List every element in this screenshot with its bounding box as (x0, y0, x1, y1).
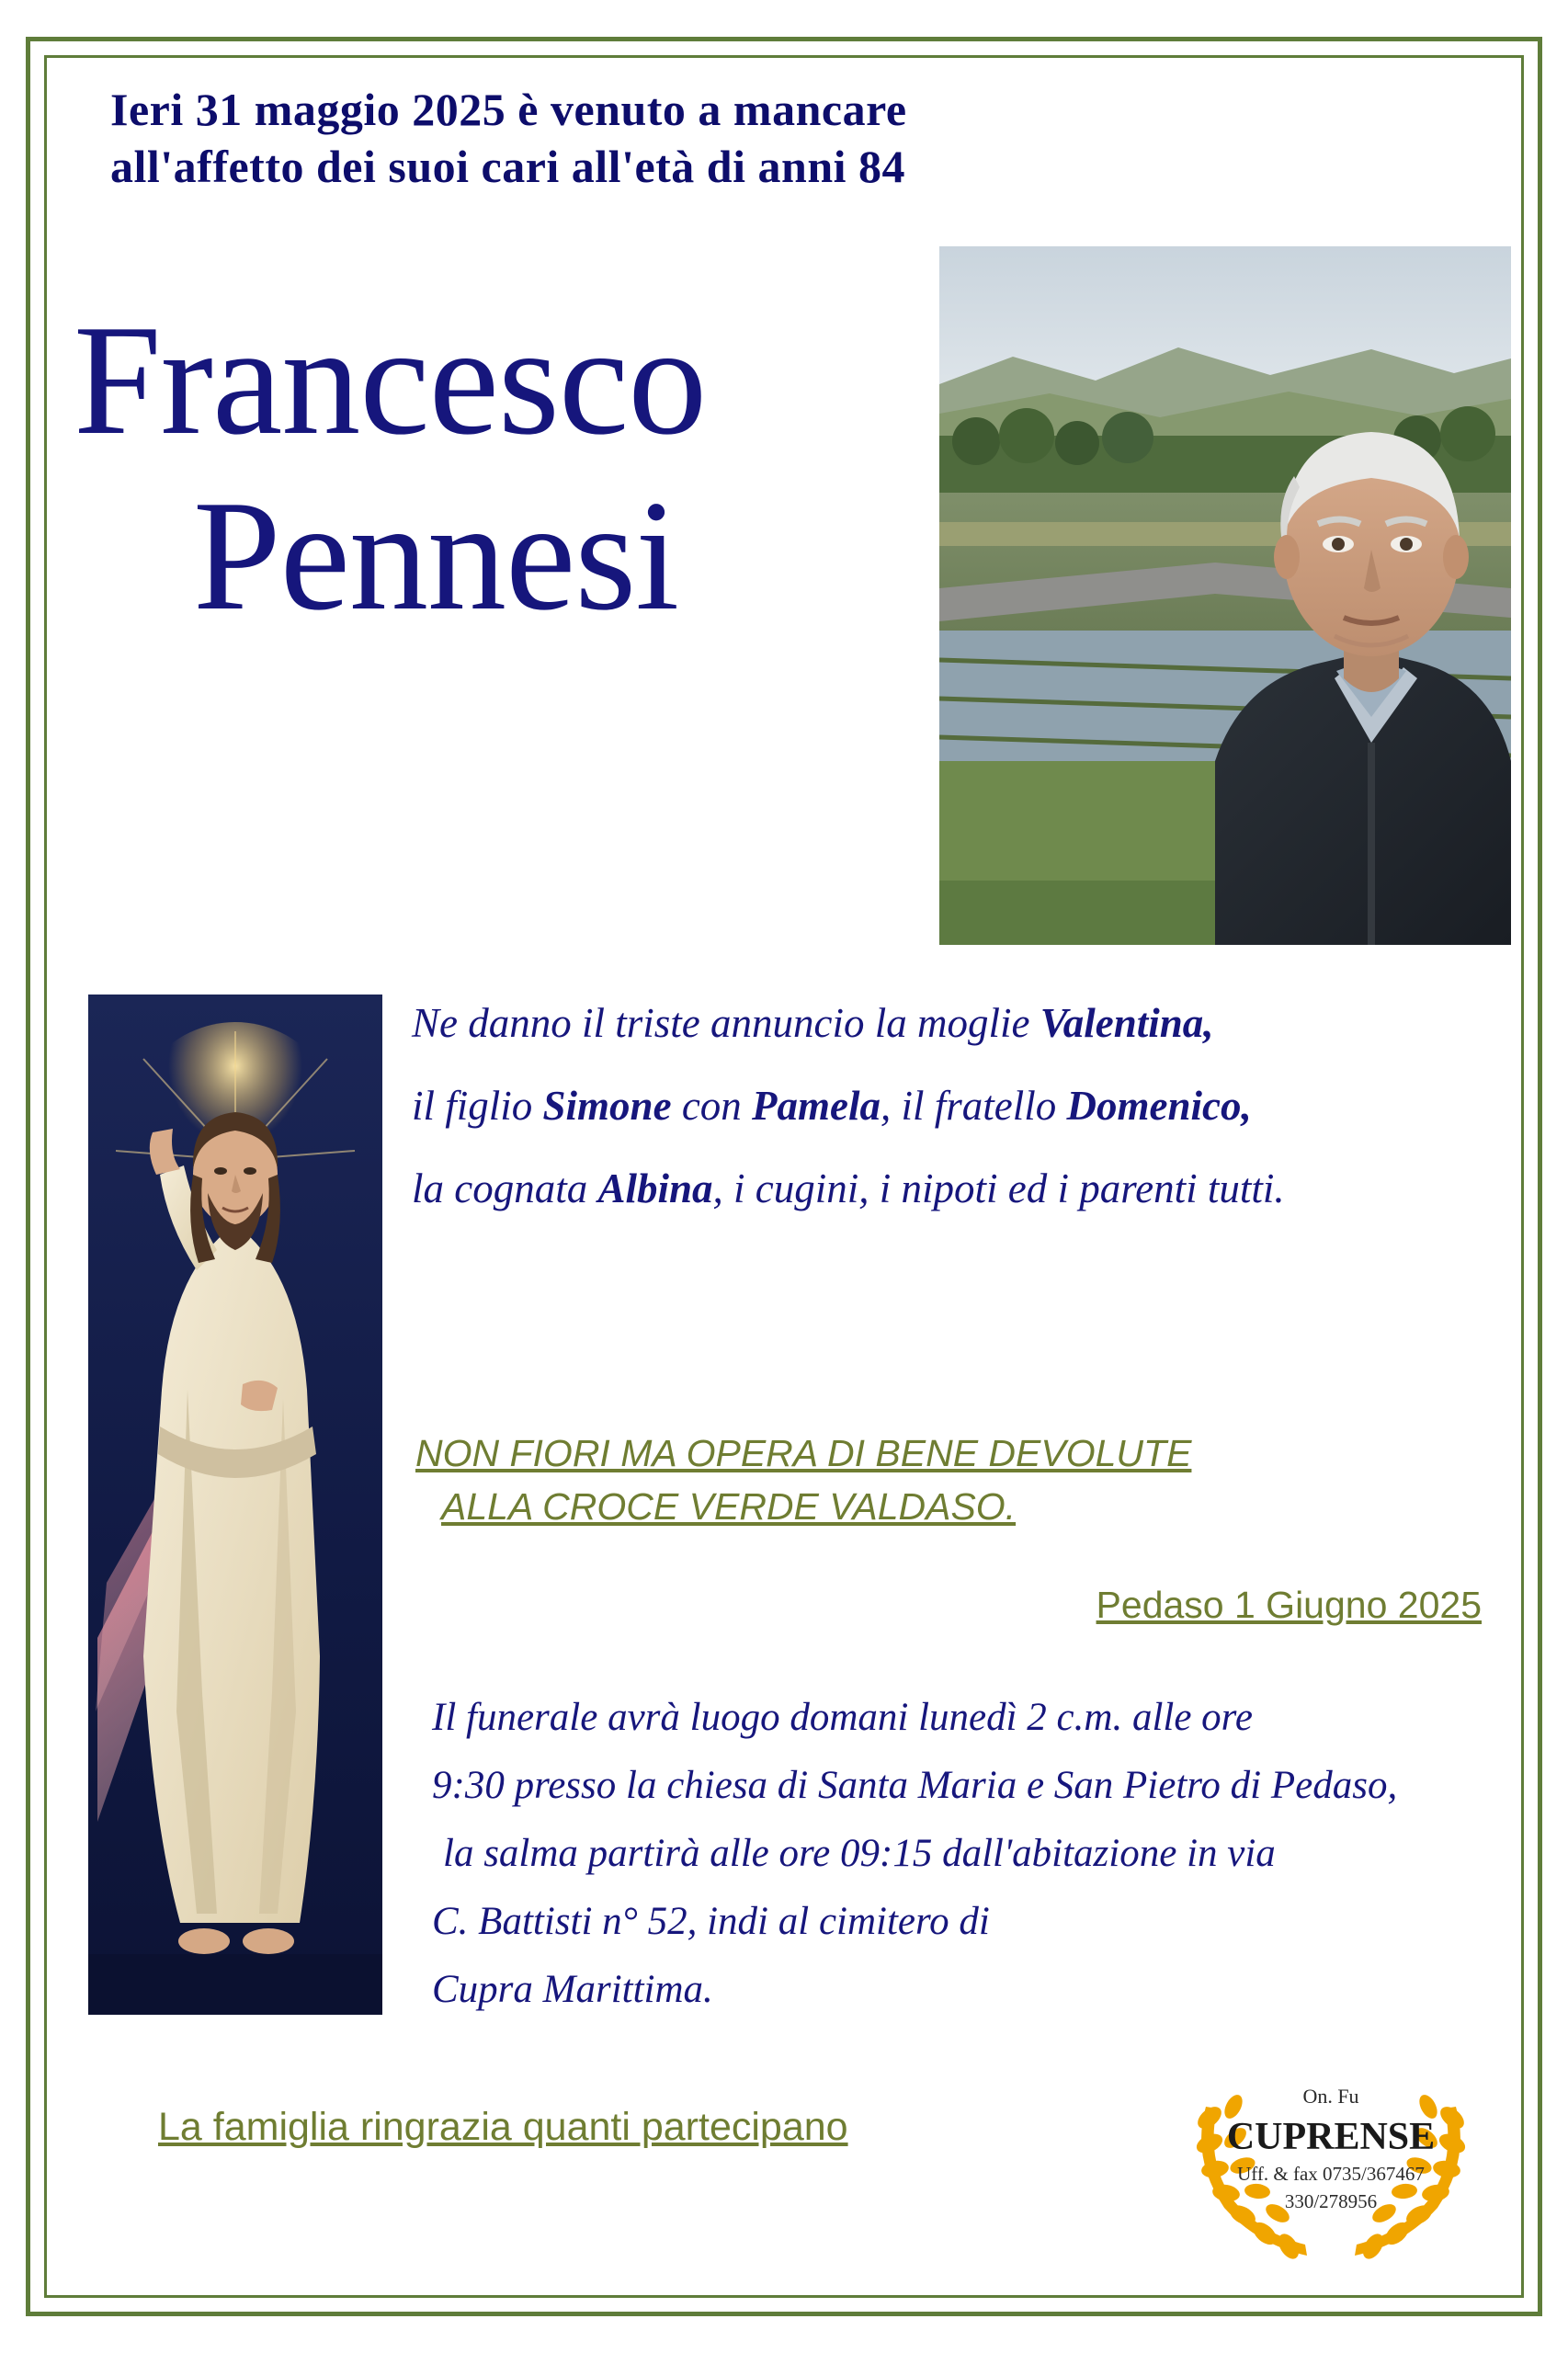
announcement-line-1-pre: Ne danno il triste annuncio la moglie (412, 1000, 1040, 1046)
relative-son: Simone (542, 1083, 672, 1129)
divine-mercy-image (88, 995, 382, 2015)
donation-note-line-1: NON FIORI MA OPERA DI BENE DEVOLUTE (415, 1432, 1192, 1474)
relative-daughter-in-law: Pamela (752, 1083, 881, 1129)
logo-contact-line-1: Uff. & fax 0735/367467 (1237, 2163, 1425, 2185)
announcement-line-3-post: , i cugini, i nipoti ed i parenti tutti. (712, 1165, 1285, 1211)
headline-line-2: all'affetto dei suoi cari all'età di anni 84 (110, 141, 906, 192)
relative-wife: Valentina, (1040, 1000, 1214, 1046)
donation-note-line-2: ALLA CROCE VERDE VALDASO. (441, 1485, 1017, 1529)
deceased-name (55, 293, 974, 643)
deceased-first-name: Francesco (74, 293, 707, 468)
announcement-line-3 (412, 1147, 1496, 1230)
announcement-line-2-pre: il figlio (412, 1083, 543, 1129)
donation-note (415, 1427, 1482, 1533)
logo-contact-line-2: 330/278956 (1284, 2190, 1378, 2212)
announcement-text (412, 982, 1496, 1230)
deceased-last-name: Pennesi (193, 468, 679, 643)
funeral-home-logo (1169, 2004, 1493, 2270)
announcement-line-2 (412, 1064, 1496, 1147)
divine-mercy-illustration (88, 995, 382, 2015)
funeral-details-line-4: C. Battisti n° 52, indi al cimitero di (432, 1899, 990, 1943)
funeral-details-line-5: Cupra Marittima. (432, 1967, 713, 2011)
announcement-line-1 (412, 982, 1496, 1064)
relative-sister-in-law: Albina (597, 1165, 713, 1211)
announcement-line-2-mid2: , il fratello (881, 1083, 1067, 1129)
headline (110, 81, 1397, 195)
headline-line-1: Ieri 31 maggio 2025 è venuto a mancare (110, 84, 907, 135)
funeral-details (432, 1684, 1489, 2024)
logo-top-label: On. Fu (1302, 2085, 1359, 2108)
family-thanks-note: La famiglia ringrazia quanti partecipano (158, 2105, 848, 2149)
deceased-photo (939, 246, 1511, 945)
place-and-date: Pedaso 1 Giugno 2025 (1096, 1584, 1482, 1626)
funeral-home-logo-graphic (1169, 2004, 1493, 2270)
announcement-line-2-mid: con (671, 1083, 753, 1129)
funeral-details-line-1: Il funerale avrà luogo domani lunedì 2 c.m. alle ore (432, 1696, 1253, 1739)
deceased-photo-illustration (939, 246, 1511, 945)
logo-company-name: CUPRENSE (1226, 2116, 1436, 2158)
funeral-details-line-3: la salma partirà alle ore 09:15 dall'abitazione in via (443, 1831, 1276, 1875)
relative-brother: Domenico, (1066, 1083, 1252, 1129)
announcement-line-3-pre: la cognata (412, 1165, 598, 1211)
funeral-details-line-2: 9:30 presso la chiesa di Santa Maria e San Pietro di Pedaso, (432, 1763, 1398, 1807)
